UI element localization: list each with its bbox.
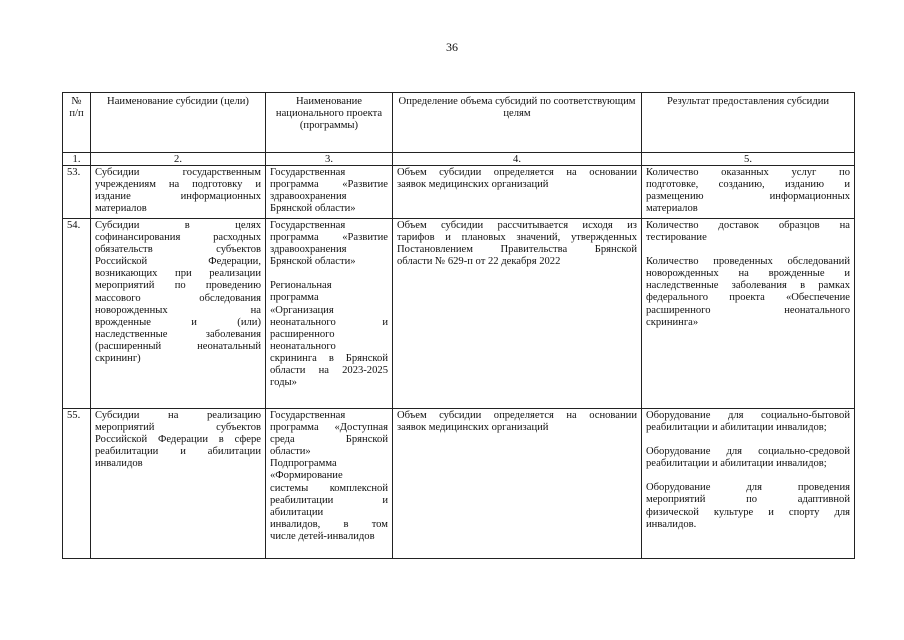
table-header-row — [63, 93, 855, 153]
cell-line: среда Брянской — [270, 434, 388, 446]
cell-line: Брянской области» — [270, 256, 356, 268]
cell-line: размещению информационных — [646, 191, 850, 203]
cell-line: здравоохранения — [270, 191, 347, 203]
cell-line: наследственные заболевания — [95, 328, 261, 340]
header-subsidy: Наименование субсидии (цели) — [91, 93, 266, 153]
page-number: 36 — [446, 40, 458, 54]
cell-line: Субсидии на реализацию — [95, 410, 261, 421]
table-row — [63, 219, 855, 409]
cell-result — [642, 166, 855, 219]
cell-line: Государственная — [270, 220, 346, 231]
cell-line: материалов — [646, 203, 698, 215]
cell-line: (расширенный неонатальный — [95, 340, 261, 352]
cell-volume — [393, 166, 642, 219]
cell-subsidy — [91, 409, 266, 559]
cell-line: Подпрограмма — [270, 458, 337, 470]
cell-line: наследственные заболевания в рамках — [646, 280, 850, 292]
cell-line: Субсидии государственным — [95, 167, 261, 178]
result-paragraph — [646, 446, 850, 470]
cell-line: реабилитации и абилитации инвалидов; — [646, 422, 827, 434]
cell-line: тарифов и плановых значений, утвержденных — [397, 232, 637, 244]
cell-line: скрининга» — [646, 316, 699, 328]
cell-line: Постановлением Правительства Брянской — [397, 244, 637, 256]
row-number: 55. — [63, 409, 91, 559]
cell-line: здравоохранения — [270, 244, 347, 256]
spacer — [270, 268, 388, 280]
cell-line: программа «Развитие — [270, 179, 388, 191]
cell-line: мероприятий по проведению — [95, 280, 261, 292]
cell-line: массового обследования — [95, 292, 261, 304]
column-number: 4. — [393, 153, 642, 166]
cell-line: «Формирование — [270, 470, 343, 482]
cell-line: издание информационных — [95, 191, 261, 203]
cell-line: программа «Доступная — [270, 422, 388, 434]
cell-line: программа «Развитие — [270, 232, 388, 244]
cell-line: учреждениям на подготовку и — [95, 179, 261, 191]
cell-line: материалов — [95, 203, 147, 215]
cell-subsidy — [91, 166, 266, 219]
cell-line: физической культуре и спорту для — [646, 506, 850, 518]
cell-line: программа — [270, 292, 319, 304]
cell-line: скрининга в Брянской — [270, 352, 388, 364]
cell-line: Брянской области» — [270, 203, 356, 215]
table-row — [63, 409, 855, 559]
cell-line: мероприятий субъектов — [95, 422, 261, 434]
cell-result — [642, 219, 855, 409]
cell-line: Оборудование для проведения — [646, 482, 850, 494]
cell-project — [266, 166, 393, 219]
cell-line: области № 629-п от 22 декабря 2022 — [397, 256, 561, 268]
cell-line: расширенного неонатального — [646, 304, 850, 316]
result-paragraph — [646, 482, 850, 530]
cell-line: Объем субсидии определяется на основании — [397, 167, 637, 178]
cell-project — [266, 409, 393, 559]
cell-line: Количество проведенных обследований — [646, 256, 850, 268]
column-number: 1. — [63, 153, 91, 166]
cell-line: заявок медицинских организаций — [397, 422, 549, 434]
cell-line: системы комплексной — [270, 482, 388, 494]
result-paragraph — [646, 167, 850, 215]
spacer — [646, 434, 850, 446]
cell-line: области на 2023-2025 — [270, 365, 388, 377]
column-number-row — [63, 153, 855, 166]
subsidies-table — [62, 92, 855, 559]
header-result: Результат предоставления субсидии — [642, 93, 855, 153]
cell-line: инвалидов, в том — [270, 518, 388, 530]
cell-line: Количество доставок образцов на — [646, 220, 850, 231]
column-number: 3. — [266, 153, 393, 166]
cell-line: Объем субсидии определяется на основании — [397, 410, 637, 421]
cell-line: Объем субсидии рассчитывается исходя из — [397, 220, 637, 231]
cell-line: мероприятий по адаптивной — [646, 494, 850, 506]
cell-line: Оборудование для социально-средовой — [646, 446, 850, 458]
cell-line: Оборудование для социально-бытовой — [646, 410, 850, 421]
table-row — [63, 166, 855, 219]
header-project: Наименование национального проекта (программы) — [266, 93, 393, 153]
spacer — [646, 244, 850, 256]
cell-line: Государственная — [270, 167, 346, 178]
cell-line: Российской Федерации в сфере — [95, 434, 261, 446]
cell-line: федерального проекта «Обеспечение — [646, 292, 850, 304]
cell-subsidy — [91, 219, 266, 409]
cell-line: Государственная — [270, 410, 346, 421]
cell-line: годы» — [270, 377, 297, 389]
column-number: 5. — [642, 153, 855, 166]
header-num: № п/п — [63, 93, 91, 153]
cell-volume — [393, 409, 642, 559]
cell-line: обязательств субъектов — [95, 244, 261, 256]
cell-line: Региональная — [270, 280, 332, 292]
cell-line: скрининг) — [95, 353, 141, 365]
cell-line: реабилитации и — [270, 494, 388, 506]
result-paragraph — [646, 256, 850, 329]
cell-line: области» — [270, 446, 311, 458]
result-paragraph — [646, 220, 850, 244]
header-volume: Определение объема субсидий по соответствующим целям — [393, 93, 642, 153]
cell-line: абилитации — [270, 506, 324, 518]
row-number: 53. — [63, 166, 91, 219]
cell-line: подготовке, созданию, изданию и — [646, 179, 850, 191]
cell-line: заявок медицинских организаций — [397, 179, 549, 191]
cell-line: тестирование — [646, 232, 707, 244]
cell-project — [266, 219, 393, 409]
cell-line: новорожденных на врожденные и — [646, 268, 850, 280]
column-number: 2. — [91, 153, 266, 166]
cell-line: врожденные и (или) — [95, 316, 261, 328]
cell-line: инвалидов. — [646, 518, 697, 530]
cell-result — [642, 409, 855, 559]
row-number: 54. — [63, 219, 91, 409]
cell-line: новорожденных на — [95, 304, 261, 316]
cell-volume — [393, 219, 642, 409]
cell-line: неонатального и — [270, 316, 388, 328]
cell-line: расширенного — [270, 328, 335, 340]
cell-line: реабилитации и абилитации — [95, 446, 261, 458]
cell-line: неонатального — [270, 340, 336, 352]
cell-line: Количество оказанных услуг по — [646, 167, 850, 178]
cell-line: «Организация — [270, 304, 334, 316]
result-paragraph — [646, 410, 850, 434]
cell-line: инвалидов — [95, 458, 143, 470]
cell-line: реабилитации и абилитации инвалидов; — [646, 458, 827, 470]
spacer — [646, 470, 850, 482]
cell-line: числе детей-инвалидов — [270, 530, 375, 542]
cell-line: Субсидии в целях — [95, 220, 261, 231]
cell-line: Российской Федерации, — [95, 256, 261, 268]
cell-line: софинансирования расходных — [95, 232, 261, 244]
cell-line: возникающих при реализации — [95, 268, 261, 280]
